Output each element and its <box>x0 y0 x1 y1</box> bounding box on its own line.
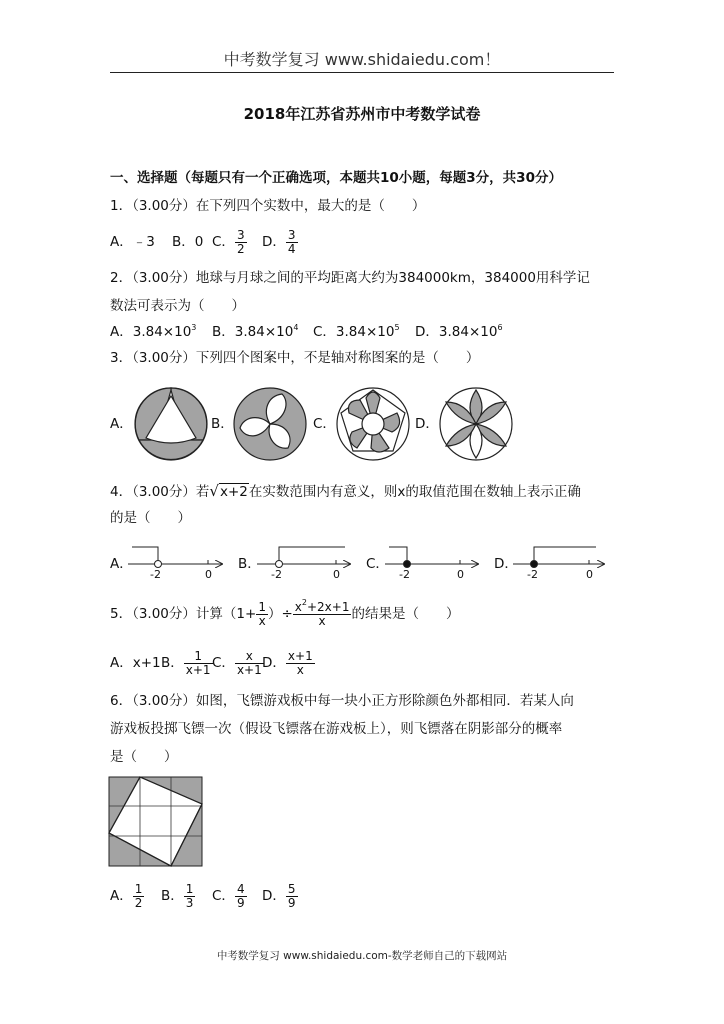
q2-stem-line1: 2．（3.00分）地球与月球之间的平均距离大约为384000km，384000用科学记 <box>110 270 590 286</box>
q1-option-d: D． $\frac{3}{4}$ <box>262 228 296 256</box>
section-heading: 一、选择题（每题只有一个正确选项，本题共10小题，每题3分，共30分） <box>110 170 562 186</box>
tick-label: -2 <box>527 568 538 581</box>
q1-option-a: A．﹣3 <box>110 234 155 250</box>
q2-option-c: C．$3.84\times 10^5$ <box>313 323 400 340</box>
exam-title: 2018年江苏省苏州市中考数学试卷 <box>243 105 481 123</box>
figure-d <box>440 388 512 460</box>
figure-c <box>337 388 409 460</box>
fraction: $\frac{1}{3}$ <box>185 882 194 910</box>
tick-label: -2 <box>271 568 282 581</box>
q5-option-a: A．x+1 <box>110 655 161 671</box>
q3-stem: 3．（3.00分）下列四个图案中，不是轴对称图案的是（ ） <box>110 350 480 366</box>
q4-option-c: C． <box>366 556 389 572</box>
q6-option-b: B． $\frac{1}{3}$ <box>161 882 194 910</box>
q6-stem-line3: 是（ ） <box>110 749 178 765</box>
q5-option-c: C． $\frac{x}{x+1}$ <box>212 649 262 677</box>
fraction: $\frac{1}{x+1}$ <box>185 649 211 677</box>
figure-b <box>234 388 306 460</box>
tick-label: 0 <box>333 568 340 581</box>
q6-option-d: D． $\frac{5}{9}$ <box>262 882 296 910</box>
figure-a <box>135 388 207 460</box>
fraction: $\frac{x}{x+1}$ <box>236 649 262 677</box>
q2-stem-line2: 数法可表示为（ ） <box>110 298 245 314</box>
q4-option-b: B． <box>238 556 261 572</box>
q3-option-a: A． <box>110 416 133 432</box>
radicand: x+2 <box>219 484 248 500</box>
q3-option-d: D． <box>415 416 439 432</box>
tick-label: 0 <box>457 568 464 581</box>
q2-option-b: B．$3.84\times 10^4$ <box>212 323 299 340</box>
q6-option-a: A． $\frac{1}{2}$ <box>110 882 143 910</box>
q6-stem-line2: 游戏板投掷飞镖一次（假设飞镖落在游戏板上），则飞镖落在阴影部分的概率 <box>110 721 563 737</box>
tick-label: 0 <box>586 568 593 581</box>
fraction: $\frac{x^2+2x+1}{x}$ <box>294 598 350 628</box>
fraction: $\frac{1}{x}$ <box>258 600 266 628</box>
q5-stem: 5．（3.00分）计算（1+ $\frac{1}{x}$ ）÷ $\frac{x^2+2x+1}{x}$ 的结果是（ ） <box>110 598 460 628</box>
dart-board <box>108 776 204 868</box>
q3-option-c: C． <box>313 416 336 432</box>
q1-option-b: B．0 <box>172 234 204 250</box>
q6-stem-line1: 6．（3.00分）如图，飞镖游戏板中每一块小正方形除颜色外都相同．若某人向 <box>110 693 574 709</box>
q4-option-a: A． <box>110 556 133 572</box>
page-header: 中考数学复习 www.shidaiedu.com！ <box>223 50 501 69</box>
q3-option-b: B． <box>211 416 234 432</box>
fraction: $\frac{x+1}{x}$ <box>287 649 313 677</box>
q1-stem: 1．（3.00分）在下列四个实数中，最大的是（ ） <box>110 198 426 214</box>
fraction: $\frac{5}{9}$ <box>287 882 296 910</box>
fraction: $\frac{3}{4}$ <box>287 228 296 256</box>
q4-option-d: D． <box>494 556 518 572</box>
q5-option-d: D． $\frac{x+1}{x}$ <box>262 649 313 677</box>
fraction: $\frac{4}{9}$ <box>236 882 245 910</box>
q2-option-d: D．$3.84\times 10^6$ <box>415 323 503 340</box>
q4-stem-line2: 的是（ ） <box>110 510 191 526</box>
fraction: $\frac{3}{2}$ <box>236 228 245 256</box>
fraction: $\frac{1}{2}$ <box>134 882 143 910</box>
sqrt-symbol: √ <box>209 482 219 500</box>
tick-label: -2 <box>150 568 161 581</box>
q2-option-a: A．$3.84\times 10^3$ <box>110 323 197 340</box>
q6-option-c: C． $\frac{4}{9}$ <box>212 882 245 910</box>
q5-option-b: B． $\frac{1}{x+1}$ <box>161 649 211 677</box>
q4-stem-line1: 4．（3.00分）若√x+2在实数范围内有意义，则x的取值范围在数轴上表示正确 <box>110 482 581 500</box>
tick-label: -2 <box>399 568 410 581</box>
page-footer: 中考数学复习 www.shidaiedu.com-数学老师自己的下载网站 <box>216 950 508 962</box>
tick-label: 0 <box>205 568 212 581</box>
q1-option-c: C． $\frac{3}{2}$ <box>212 228 245 256</box>
